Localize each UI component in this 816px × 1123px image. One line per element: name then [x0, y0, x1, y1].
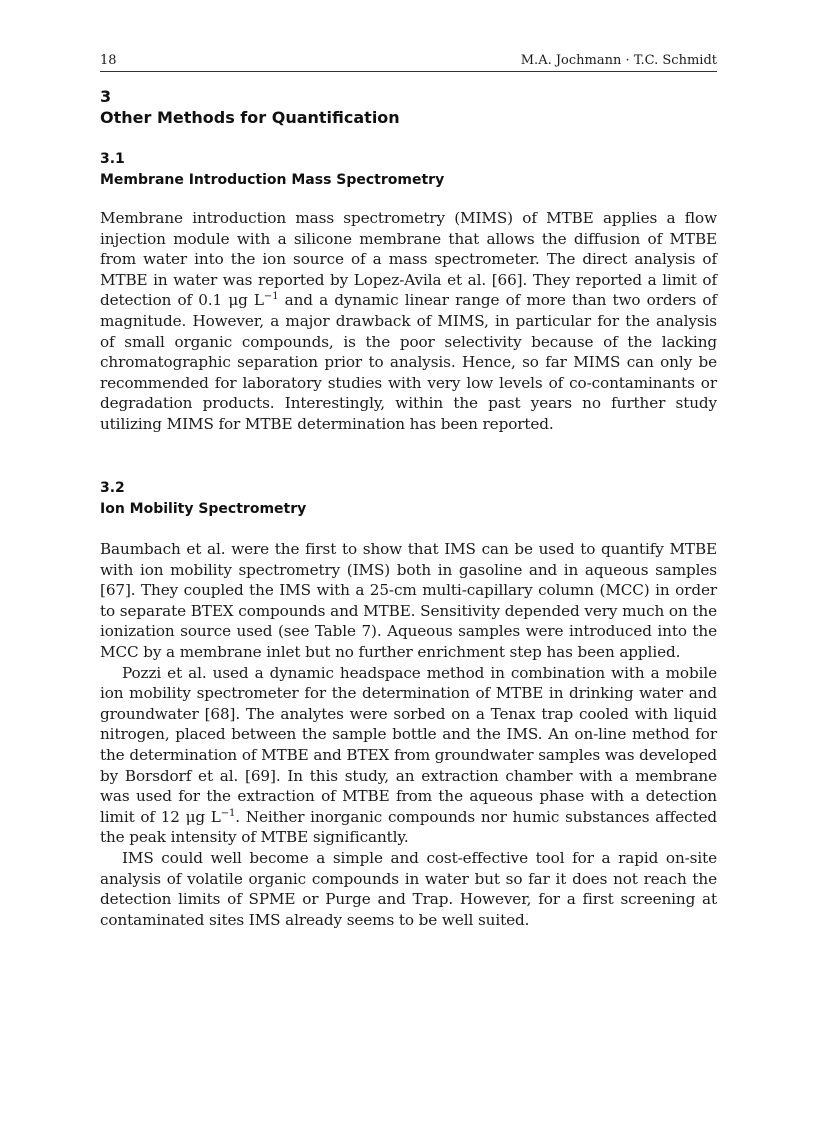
paragraph: IMS could well become a simple and cost-effective tool for a rapid on-site analysis of volatile organic compounds in water but so far it does not reach the detection limits of SPME or Purge and Trap. However, for a first screening at contaminated sites IMS already seems to be well suited.	[100, 848, 717, 929]
section-3-2-title: Ion Mobility Spectrometry	[100, 501, 307, 517]
section-3-1-body	[100, 208, 717, 435]
running-head-authors: M.A. Jochmann · T.C. Schmidt	[520, 53, 717, 68]
section-3-1-number: 3.1	[100, 151, 125, 167]
page-number: 18	[100, 53, 117, 68]
paragraph: Pozzi et al. used a dynamic headspace method in combination with a mobile ion mobility spectrometer for the determination of MTBE in drinking water and groundwater [68]. The analytes were sorbed on a Tenax trap cooled with liquid nitrogen, placed between the sample bottle and the IMS. An on-line method for the determination of MTBE and BTEX from groundwater samples was developed by Borsdorf et al. [69]. In this study, an extraction chamber with a membrane was used for the extraction of MTBE from the aqueous phase with a detection limit of 12 μg $L^{-1}$. Neither inorganic compounds nor humic substances affected the peak intensity of MTBE significantly.	[100, 663, 717, 847]
section-3-number: 3	[100, 87, 112, 106]
section-3-2-body	[100, 539, 717, 930]
paragraph: Membrane introduction mass spectrometry (MIMS) of MTBE applies a flow injection module with a silicone membrane that allows the diffusion of MTBE from water into the ion source of a mass spectrometer. The direct analysis of MTBE in water was reported by Lopez-Avila et al. [66]. They reported a limit of detection of 0.1 μg $L^{-1}$ and a dynamic linear range of more than two orders of magnitude. However, a major drawback of MIMS, in particular for the analysis of small organic compounds, is the poor selectivity because of the lacking chromatographic separation prior to analysis. Hence, so far MIMS can only be recommended for laboratory studies with very low levels of co-contaminants or degradation products. Interestingly, within the past years no further study utilizing MIMS for MTBE determination has been reported.	[100, 209, 717, 433]
running-header	[100, 51, 717, 72]
section-3-1-title: Membrane Introduction Mass Spectrometry	[100, 172, 445, 188]
section-3-title: Other Methods for Quantification	[100, 108, 400, 127]
section-3-2-number: 3.2	[100, 480, 125, 496]
paragraph: Baumbach et al. were the first to show that IMS can be used to quantify MTBE with ion mobility spectrometry (IMS) both in gasoline and in aqueous samples [67]. They coupled the IMS with a 25-cm multi-capillary column (MCC) in order to separate BTEX compounds and MTBE. Sensitivity depended very much on the ionization source used (see Table 7). Aqueous samples were introduced into the MCC by a membrane inlet but no further enrichment step has been applied.	[100, 540, 717, 661]
